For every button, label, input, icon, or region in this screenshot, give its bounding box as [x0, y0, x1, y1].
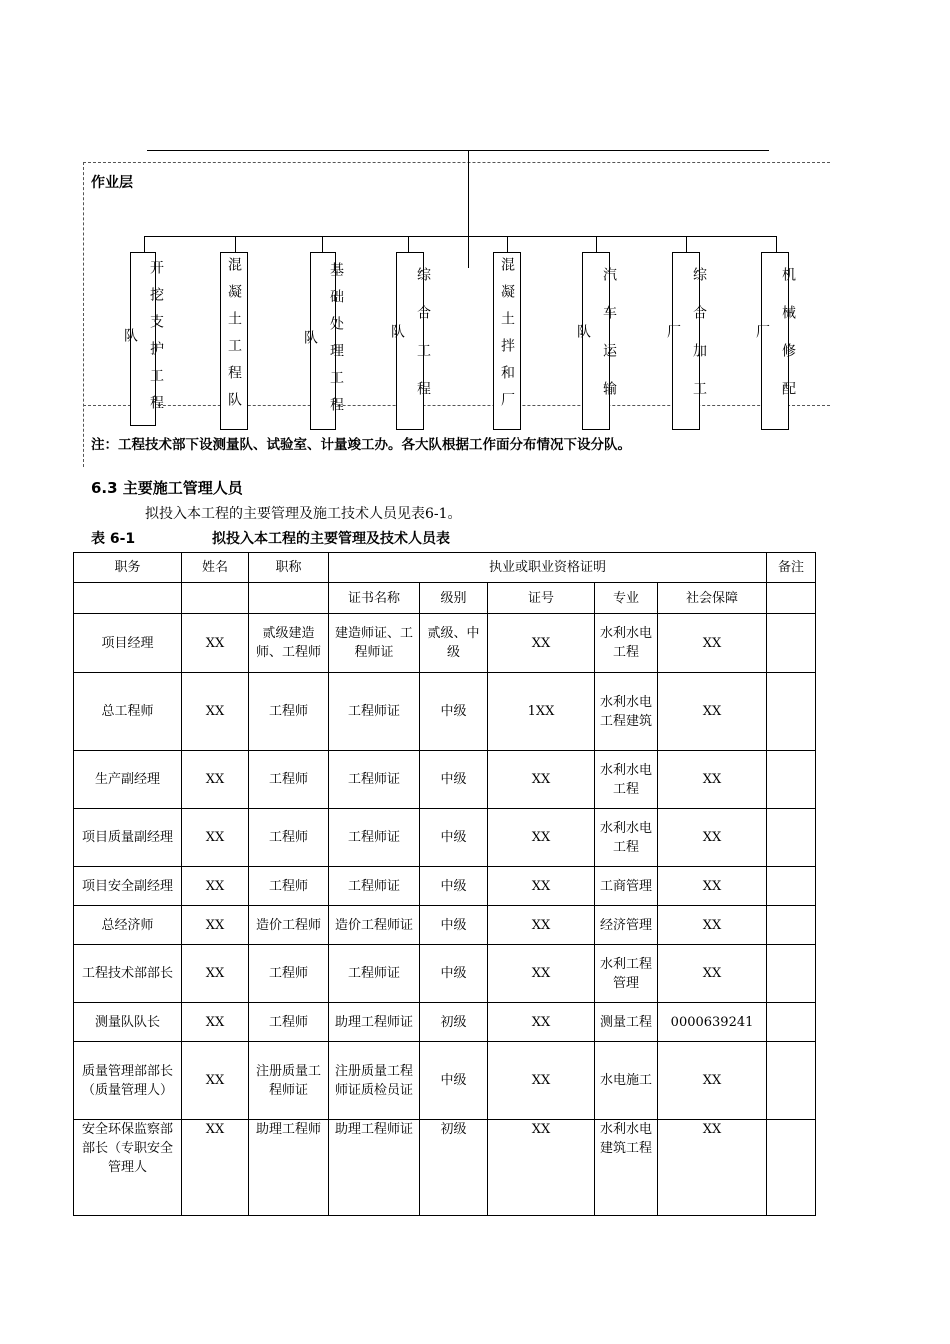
- cell-major: 水利水电建筑工程: [595, 1120, 658, 1216]
- table-subheader-row: [74, 583, 816, 614]
- cell-duty: 总经济师: [74, 906, 182, 945]
- cell-major: 工商管理: [595, 867, 658, 906]
- cell-name: XX: [182, 614, 249, 673]
- org-trunk-line: [468, 150, 469, 268]
- org-unit-label: 汽车运输队: [575, 267, 617, 419]
- cell-cert-no: XX: [488, 1042, 595, 1120]
- header-cert-no: 证号: [488, 583, 595, 614]
- org-top-line: [147, 150, 769, 151]
- cell-remark: [767, 809, 816, 867]
- table-row: [74, 1042, 816, 1120]
- cell-cert-no: XX: [488, 809, 595, 867]
- drop-line: [507, 236, 508, 252]
- cell-cert-name: 工程师证: [329, 867, 420, 906]
- drop-line: [596, 236, 597, 252]
- cell-level: 中级: [420, 1042, 488, 1120]
- cell-cert-name: 工程师证: [329, 809, 420, 867]
- cell-cert-no: XX: [488, 1003, 595, 1042]
- cell-cert-no: XX: [488, 906, 595, 945]
- cell-social: XX: [658, 906, 767, 945]
- cell-title: 注册质量工程师证: [249, 1042, 329, 1120]
- cell-name: XX: [182, 673, 249, 751]
- org-unit-label: 混凝土拌和厂: [499, 257, 515, 419]
- org-unit-label: 综合工程队: [389, 267, 431, 419]
- cell-title: 工程师: [249, 867, 329, 906]
- org-unit-box: [220, 252, 248, 430]
- section-intro: 拟投入本工程的主要管理及施工技术人员见表6-1。: [145, 506, 462, 522]
- cell-level: 中级: [420, 751, 488, 809]
- drop-line: [144, 236, 145, 252]
- cell-cert-no: 1XX: [488, 673, 595, 751]
- layer-boundary-top: [83, 162, 830, 163]
- table-row: [74, 614, 816, 673]
- cell-title: 工程师: [249, 751, 329, 809]
- org-unit-label: 基础处理工程队: [302, 262, 344, 424]
- cell-major: 水利水电工程: [595, 751, 658, 809]
- cell-duty: 测量队队长: [74, 1003, 182, 1042]
- cell-social: XX: [658, 1042, 767, 1120]
- cell-social: XX: [658, 809, 767, 867]
- cell-social: XX: [658, 673, 767, 751]
- cell-cert-no: XX: [488, 867, 595, 906]
- cell-major: 经济管理: [595, 906, 658, 945]
- cell-cert-no: XX: [488, 751, 595, 809]
- cell-social: XX: [658, 867, 767, 906]
- cell-name: XX: [182, 1042, 249, 1120]
- cell-duty: 项目安全副经理: [74, 867, 182, 906]
- drop-line: [322, 236, 323, 252]
- cell-level: 中级: [420, 945, 488, 1003]
- cell-social: XX: [658, 945, 767, 1003]
- cell-remark: [767, 867, 816, 906]
- cell-title: 贰级建造师、工程师: [249, 614, 329, 673]
- table-row: [74, 867, 816, 906]
- cell-major: 水利水电工程建筑: [595, 673, 658, 751]
- cell-major: 水利水电工程: [595, 614, 658, 673]
- section-heading: 6.3 主要施工管理人员: [91, 479, 243, 497]
- cell-cert-no: XX: [488, 614, 595, 673]
- org-unit-label: 混凝土工程队: [226, 257, 242, 419]
- cell-social: 0000639241: [658, 1003, 767, 1042]
- cell-level: 中级: [420, 673, 488, 751]
- cell-cert-name: 工程师证: [329, 673, 420, 751]
- cell-cert-name: 建造师证、工程师证: [329, 614, 420, 673]
- org-unit-box: [754, 252, 796, 430]
- cell-level: 中级: [420, 906, 488, 945]
- org-unit-box: [665, 252, 707, 430]
- org-unit-box: [122, 252, 164, 426]
- drop-line: [235, 236, 236, 252]
- table-row: [74, 1003, 816, 1042]
- cell-name: XX: [182, 809, 249, 867]
- layer-boundary-left: [83, 162, 84, 467]
- org-unit-box: [575, 252, 617, 430]
- header-level: 级别: [420, 583, 488, 614]
- cell-cert-no: XX: [488, 945, 595, 1003]
- cell-duty: 项目质量副经理: [74, 809, 182, 867]
- cell-title: 工程师: [249, 1003, 329, 1042]
- cell-level: 初级: [420, 1003, 488, 1042]
- cell-duty: 生产副经理: [74, 751, 182, 809]
- cell-duty: 工程技术部部长: [74, 945, 182, 1003]
- header-major: 专业: [595, 583, 658, 614]
- cell-cert-name: 造价工程师证: [329, 906, 420, 945]
- cell-social: XX: [658, 614, 767, 673]
- cell-name: XX: [182, 945, 249, 1003]
- cell-cert-name: 工程师证: [329, 945, 420, 1003]
- drop-line: [776, 236, 777, 252]
- org-unit-label: 开挖支护工程队: [122, 260, 164, 422]
- staff-table: [73, 552, 816, 1216]
- cell-major: 水利工程管理: [595, 945, 658, 1003]
- header-social: 社会保障: [658, 583, 767, 614]
- cell-remark: [767, 614, 816, 673]
- header-title: 职称: [249, 553, 329, 583]
- cell-title: 工程师: [249, 673, 329, 751]
- cell-cert-name: 注册质量工程师证质检员证: [329, 1042, 420, 1120]
- cell-remark: [767, 751, 816, 809]
- cell-name: XX: [182, 906, 249, 945]
- cell-duty: 质量管理部部长（质量管理人）: [74, 1042, 182, 1120]
- cell-remark: [767, 1003, 816, 1042]
- cell-level: 初级: [420, 1120, 488, 1216]
- cell-title: 造价工程师: [249, 906, 329, 945]
- cell-remark: [767, 945, 816, 1003]
- cell-duty: 安全环保监察部部长（专职安全管理人: [74, 1120, 182, 1216]
- cell-social: XX: [658, 1120, 767, 1216]
- table-row: [74, 809, 816, 867]
- cell-cert-no: XX: [488, 1120, 595, 1216]
- cell-duty: 总工程师: [74, 673, 182, 751]
- org-unit-box: [389, 252, 431, 430]
- header-remark: 备注: [767, 553, 816, 583]
- cell-cert-name: 助理工程师证: [329, 1120, 420, 1216]
- drop-line: [408, 236, 409, 252]
- cell-name: XX: [182, 1003, 249, 1042]
- header-cert-group: 执业或职业资格证明: [329, 553, 767, 583]
- table-row: [74, 945, 816, 1003]
- cell-major: 水电施工: [595, 1042, 658, 1120]
- org-unit-box: [493, 252, 521, 430]
- drop-line: [686, 236, 687, 252]
- table-row: [74, 751, 816, 809]
- cell-major: 测量工程: [595, 1003, 658, 1042]
- org-unit-label: 机械修配厂: [754, 267, 796, 419]
- cell-level: 贰级、中级: [420, 614, 488, 673]
- cell-cert-name: 助理工程师证: [329, 1003, 420, 1042]
- header-duty: 职务: [74, 553, 182, 583]
- cell-duty: 项目经理: [74, 614, 182, 673]
- cell-cert-name: 工程师证: [329, 751, 420, 809]
- table-row: [74, 673, 816, 751]
- cell-name: XX: [182, 751, 249, 809]
- layer-label: 作业层: [91, 175, 133, 191]
- cell-name: XX: [182, 1120, 249, 1216]
- table-caption-number: 表 6-1: [91, 531, 136, 547]
- org-unit-label: 综合加工厂: [665, 267, 707, 419]
- cell-level: 中级: [420, 809, 488, 867]
- header-name: 姓名: [182, 553, 249, 583]
- table-row: [74, 906, 816, 945]
- cell-title: 工程师: [249, 809, 329, 867]
- cell-title: 助理工程师: [249, 1120, 329, 1216]
- cell-title: 工程师: [249, 945, 329, 1003]
- table-row: [74, 1120, 816, 1216]
- cell-remark: [767, 1120, 816, 1216]
- layer-boundary-bottom: [83, 405, 830, 406]
- cell-name: XX: [182, 867, 249, 906]
- org-note: 注：工程技术部下设测量队、试验室、计量竣工办。各大队根据工作面分布情况下设分队。: [91, 437, 631, 453]
- cell-social: XX: [658, 751, 767, 809]
- cell-remark: [767, 673, 816, 751]
- cell-remark: [767, 906, 816, 945]
- header-cert-name: 证书名称: [329, 583, 420, 614]
- org-unit-box: [302, 252, 344, 430]
- table-header-row: [74, 553, 816, 583]
- cell-major: 水利水电工程: [595, 809, 658, 867]
- org-branch-line: [144, 236, 777, 237]
- cell-remark: [767, 1042, 816, 1120]
- cell-level: 中级: [420, 867, 488, 906]
- table-caption-title: 拟投入本工程的主要管理及技术人员表: [212, 531, 450, 547]
